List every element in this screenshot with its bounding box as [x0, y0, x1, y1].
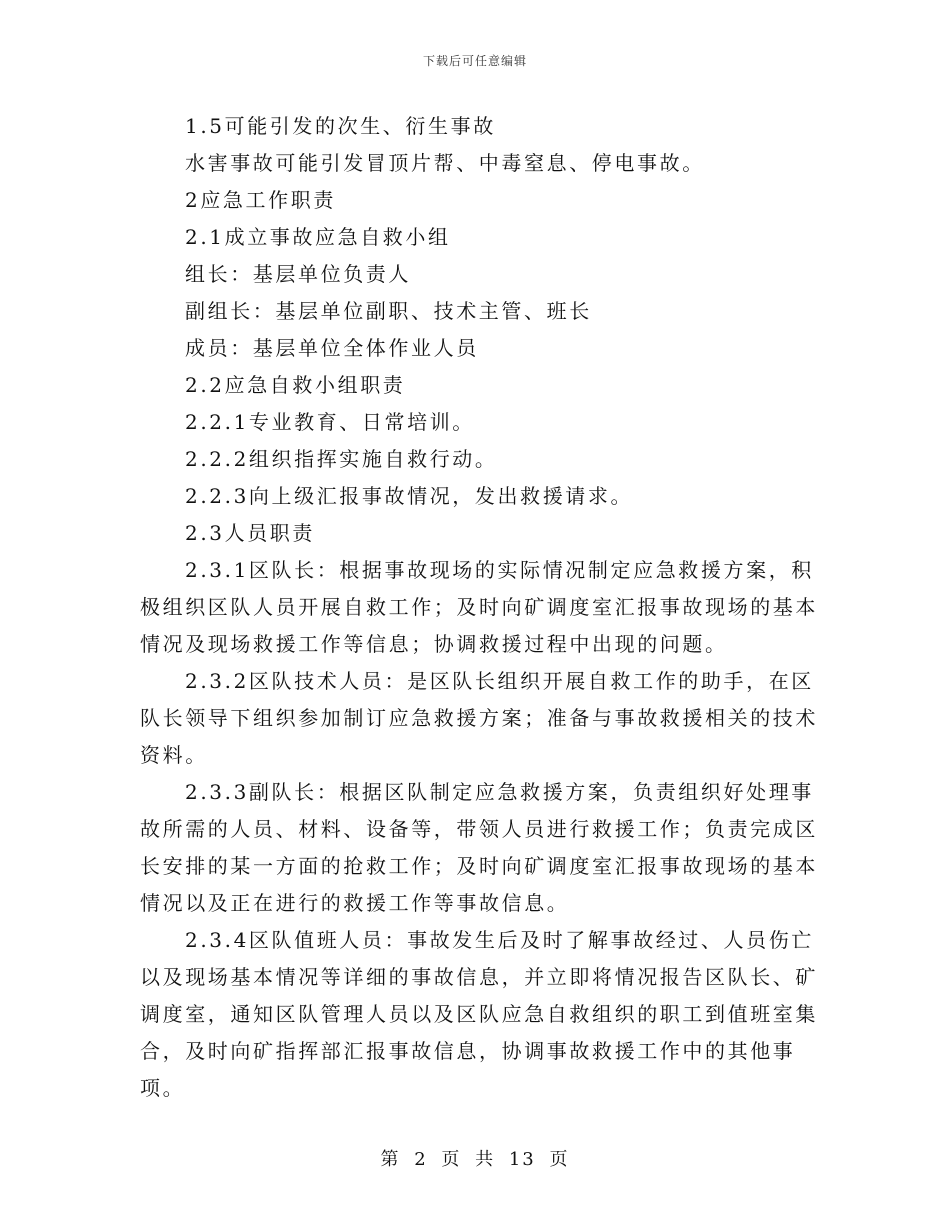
section-2-heading: 2应急工作职责 [185, 188, 336, 212]
paragraph-secondary-accidents: 水害事故可能引发冒顶片帮、中毒窒息、停电事故。 [185, 151, 705, 175]
section-2-1-heading: 2.1成立事故应急自救小组 [185, 225, 451, 249]
paragraph-members: 成员：基层单位全体作业人员 [185, 336, 479, 360]
paragraph-2-3-2: 2.3.2区队技术人员：是区队长组织开展自救工作的助手，在区队长领导下组织参加制订应急救援方案；准备与事故救援相关的技术资料。 [140, 669, 818, 767]
paragraph-2-2-2: 2.2.2组织指挥实施自救行动。 [185, 447, 498, 471]
page-number-footer: 第 2 页 共 13 页 [380, 1149, 570, 1170]
paragraph-1-5-heading: 1.5可能引发的次生、衍生事故 [185, 114, 496, 138]
paragraph-group-leader: 组长：基层单位负责人 [185, 262, 411, 286]
paragraph-2-3-1: 2.3.1区队长：根据事故现场的实际情况制定应急救援方案，积极组织区队人员开展自救工作；及时向矿调度室汇报事故现场的基本情况及现场救援工作等信息；协调救援过程中出现的问题。 [140, 558, 818, 656]
section-2-2-heading: 2.2应急自救小组职责 [185, 373, 406, 397]
document-body [140, 108, 820, 1107]
section-2-3-heading: 2.3人员职责 [185, 521, 316, 545]
paragraph-2-2-1: 2.2.1专业教育、日常培训。 [185, 410, 475, 434]
paragraph-2-3-4: 2.3.4区队值班人员：事故发生后及时了解事故经过、人员伤亡以及现场基本情况等详细的事故信息，并立即将情况报告区队长、矿调度室，通知区队管理人员以及区队应急自救组织的职工到值班室集合，及时向矿指挥部汇报事故信息，协调事故救援工作中的其他事项。 [140, 928, 818, 1100]
paragraph-2-2-3: 2.2.3向上级汇报事故情况，发出救援请求。 [185, 484, 634, 508]
paragraph-deputy-leader: 副组长：基层单位副职、技术主管、班长 [185, 299, 592, 323]
paragraph-2-3-3: 2.3.3副队长：根据区队制定应急救援方案，负责组织好处理事故所需的人员、材料、设备等，带领人员进行救援工作；负责完成区长安排的某一方面的抢救工作；及时向矿调度室汇报事故现场的基本情况以及正在进行的救援工作等事故信息。 [140, 780, 818, 915]
page-header-note: 下载后可任意编辑 [422, 54, 527, 68]
